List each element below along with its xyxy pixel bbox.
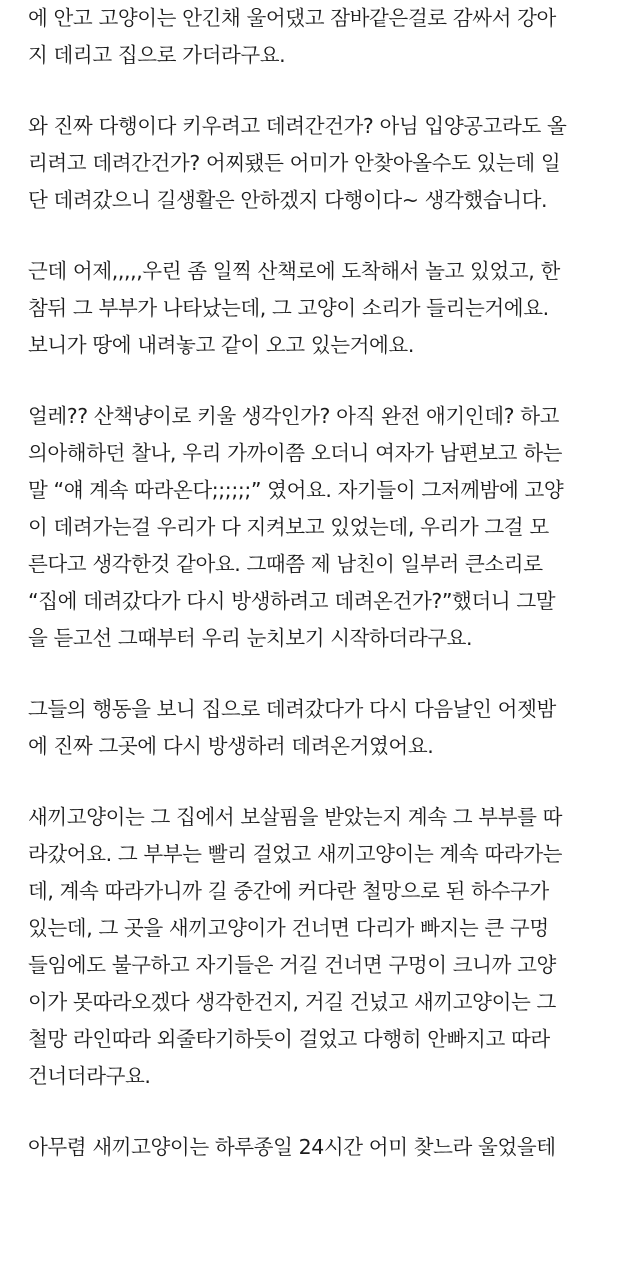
text-line: 의아해하던 찰나, 우리 가까이쯤 오더니 여자가 남편보고 하는 <box>28 441 563 465</box>
text-line: 보니가 땅에 내려놓고 같이 오고 있는거에요. <box>28 333 414 357</box>
paragraph <box>28 691 628 765</box>
text-line: 이 데려가는걸 우리가 다 지켜보고 있었는데, 우리가 그걸 모 <box>28 515 549 539</box>
article-body <box>28 0 628 1166</box>
paragraph <box>28 0 628 74</box>
text-line: 건너더라구요. <box>28 1064 151 1088</box>
text-line: 지 데리고 집으로 가더라구요. <box>28 43 286 67</box>
text-line: 근데 어제,,,,,우린 좀 일찍 산책로에 도착해서 놀고 있었고, 한 <box>28 259 560 283</box>
paragraph-gap <box>28 219 628 253</box>
text-line: 라갔어요. 그 부부는 빨리 걸었고 새끼고양이는 계속 따라가는 <box>28 842 563 866</box>
paragraph-gap <box>28 364 628 398</box>
paragraph <box>28 799 628 1095</box>
text-line: 철망 라인따라 외줄타기하듯이 걸었고 다행히 안빠지고 따라 <box>28 1027 550 1051</box>
text-line: 와 진짜 다행이다 키우려고 데려간건가? 아님 입양공고라도 올 <box>28 114 567 138</box>
paragraph <box>28 108 628 219</box>
text-line: 그들의 행동을 보니 집으로 데려갔다가 다시 다음날인 어젯밤 <box>28 697 556 721</box>
paragraph <box>28 398 628 657</box>
text-line: “집에 데려갔다가 다시 방생하려고 데려온건가?”했더니 그말 <box>28 589 556 613</box>
text-line: 데, 계속 따라가니까 길 중간에 커다란 철망으로 된 하수구가 <box>28 879 549 903</box>
text-line: 른다고 생각한것 같아요. 그때쯤 제 남친이 일부러 큰소리로 <box>28 552 543 576</box>
text-line: 참뒤 그 부부가 나타났는데, 그 고양이 소리가 들리는거에요. <box>28 296 549 320</box>
paragraph-gap <box>28 74 628 108</box>
paragraph-gap <box>28 657 628 691</box>
text-line: 에 진짜 그곳에 다시 방생하러 데려온거였어요. <box>28 734 434 758</box>
paragraph <box>28 253 628 364</box>
text-line: 아무렴 새끼고양이는 하루종일 24시간 어미 찾느라 울었을테 <box>28 1135 556 1159</box>
paragraph <box>28 1129 628 1166</box>
text-line: 에 안고 고양이는 안긴채 울어댔고 잠바같은걸로 감싸서 강아 <box>28 6 556 30</box>
paragraph-gap <box>28 1095 628 1129</box>
text-line: 들임에도 불구하고 자기들은 거길 건너면 구멍이 크니까 고양 <box>28 953 556 977</box>
text-line: 을 듣고선 그때부터 우리 눈치보기 시작하더라구요. <box>28 626 473 650</box>
paragraph-gap <box>28 765 628 799</box>
text-line: 얼레?? 산책냥이로 키울 생각인가? 아직 완전 애기인데? 하고 <box>28 404 560 428</box>
text-line: 단 데려갔으니 길생활은 안하겠지 다행이다~ 생각했습니다. <box>28 188 548 212</box>
text-line: 말 “얘 계속 따라온다;;;;;;” 였어요. 자기들이 그저께밤에 고양 <box>28 478 564 502</box>
text-line: 리려고 데려간건가? 어찌됐든 어미가 안찾아올수도 있는데 일 <box>28 151 561 175</box>
text-line: 이가 못따라오겠다 생각한건지, 거길 건넜고 새끼고양이는 그 <box>28 990 556 1014</box>
text-line: 있는데, 그 곳을 새끼고양이가 건너면 다리가 빠지는 큰 구멍 <box>28 916 549 940</box>
text-line: 새끼고양이는 그 집에서 보살핌을 받았는지 계속 그 부부를 따 <box>28 805 563 829</box>
